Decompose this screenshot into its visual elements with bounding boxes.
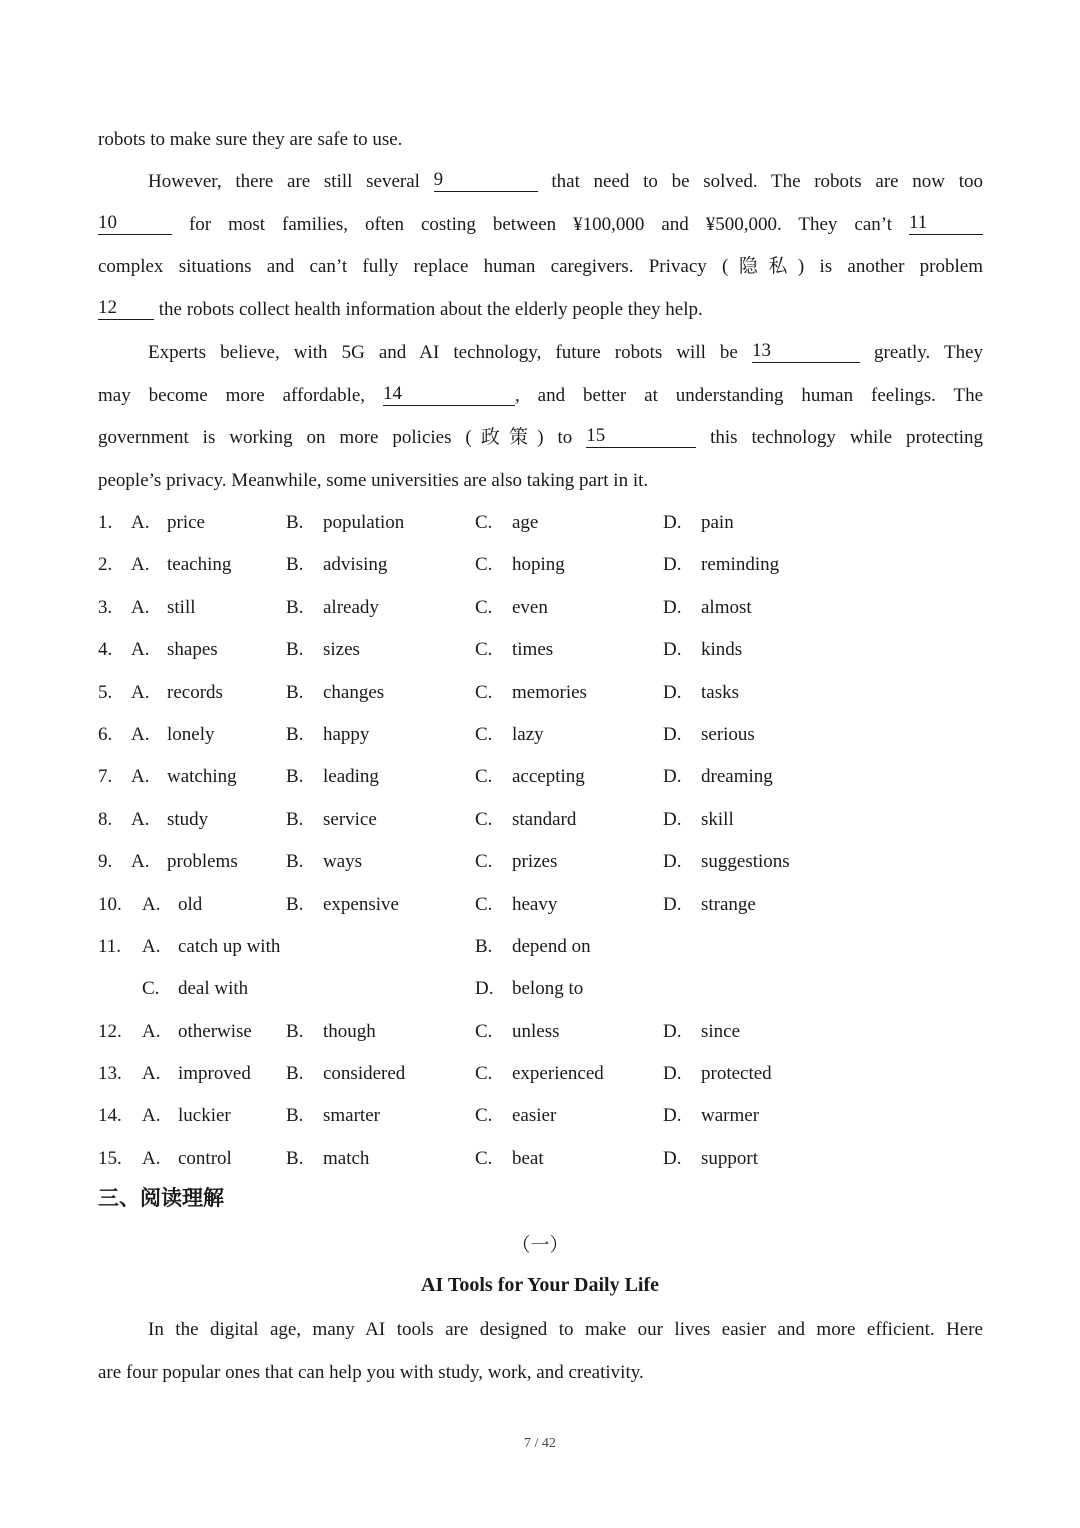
option-text: protected: [701, 1063, 772, 1085]
option-text: reminding: [701, 554, 780, 576]
option-text: catch up with: [178, 935, 281, 957]
option-letter: B.: [286, 1063, 304, 1085]
option-letter: B.: [286, 808, 304, 830]
question-row: [98, 629, 998, 671]
option-letter: C.: [475, 512, 493, 533]
option-letter: C.: [475, 723, 493, 745]
question-number: 15.: [98, 1147, 122, 1169]
option-text: leading: [323, 766, 379, 788]
option-letter: B.: [475, 935, 493, 957]
text-line: government is working on more policies (政策) to 15 this technology while protecting: [98, 425, 984, 448]
option-letter: B.: [286, 681, 304, 703]
option-letter: D.: [663, 681, 682, 703]
option-letter: D.: [663, 851, 682, 873]
option-text: accepting: [512, 766, 585, 788]
question-row: [98, 714, 998, 756]
blank-12: 12: [98, 297, 154, 320]
text-line: robots to make sure they are safe to use.: [98, 129, 403, 150]
blank-15: 15: [586, 425, 696, 448]
option-letter: A.: [131, 851, 150, 873]
option-letter: D.: [663, 808, 682, 830]
option-letter: A.: [131, 554, 150, 576]
option-text: problems: [167, 851, 238, 873]
option-letter: A.: [142, 935, 161, 957]
question-number: 2.: [98, 554, 113, 576]
option-text: records: [167, 681, 223, 703]
question-number: 1.: [98, 512, 113, 533]
option-letter: A.: [142, 893, 161, 915]
option-text: heavy: [512, 893, 558, 915]
option-text: depend on: [512, 935, 591, 957]
option-text: match: [323, 1147, 370, 1169]
option-letter: C.: [475, 766, 493, 788]
question-row: [98, 587, 998, 629]
option-text: since: [701, 1020, 741, 1042]
blank-11: 11: [909, 212, 983, 235]
question-number: 8.: [98, 808, 113, 830]
option-letter: D.: [663, 893, 682, 915]
option-text: old: [178, 893, 203, 915]
option-letter: A.: [142, 1063, 161, 1085]
option-letter: D.: [663, 596, 682, 618]
option-text: almost: [701, 596, 752, 618]
option-text: already: [323, 596, 379, 618]
option-text: standard: [512, 808, 577, 830]
question-number: 10.: [98, 893, 122, 915]
option-letter: B.: [286, 723, 304, 745]
option-text: belong to: [512, 978, 584, 1000]
option-text: population: [323, 512, 405, 533]
option-letter: A.: [131, 766, 150, 788]
question-number: 3.: [98, 596, 113, 618]
option-text: sizes: [323, 639, 360, 661]
blank-14: 14: [383, 383, 515, 406]
option-letter: D.: [663, 1020, 682, 1042]
text-line: are four popular ones that can help you with study, work, and creativity.: [98, 1361, 644, 1383]
passage-title: AI Tools for Your Daily Life: [421, 1274, 659, 1296]
option-letter: A.: [142, 1105, 161, 1127]
question-number: 11.: [98, 935, 122, 957]
option-letter: B.: [286, 851, 304, 873]
option-letter: C.: [475, 893, 493, 915]
option-text: price: [167, 512, 205, 533]
question-row: [98, 756, 998, 798]
option-text: service: [323, 808, 377, 830]
option-text: deal with: [178, 978, 249, 1000]
option-letter: A.: [131, 639, 150, 661]
option-letter: D.: [663, 639, 682, 661]
option-text: happy: [323, 723, 370, 745]
option-letter: B.: [286, 554, 304, 576]
option-letter: B.: [286, 1147, 304, 1169]
option-letter: B.: [286, 512, 304, 533]
option-text: warmer: [701, 1105, 760, 1127]
question-row: [98, 1011, 998, 1053]
answer-options-list: [98, 502, 998, 1180]
section-heading: 三、阅读理解: [98, 1186, 224, 1210]
option-letter: C.: [475, 851, 493, 873]
option-letter: C.: [475, 1105, 493, 1127]
question-number: 13.: [98, 1063, 122, 1085]
option-text: though: [323, 1020, 376, 1042]
option-letter: B.: [286, 893, 304, 915]
intro-paragraph: [98, 1309, 983, 1394]
option-letter: D.: [663, 723, 682, 745]
option-text: strange: [701, 893, 756, 915]
option-letter: A.: [131, 512, 150, 533]
option-text: study: [167, 808, 209, 830]
option-text: kinds: [701, 639, 743, 661]
option-letter: A.: [131, 596, 150, 618]
option-letter: A.: [142, 1147, 161, 1169]
option-letter: C.: [475, 554, 493, 576]
passage-paragraph-1: [98, 161, 983, 331]
option-text: advising: [323, 554, 388, 576]
option-letter: C.: [475, 1063, 493, 1085]
option-text: lonely: [167, 723, 215, 745]
option-letter: A.: [142, 1020, 161, 1042]
part-label: （一）: [511, 1235, 569, 1256]
option-text: even: [512, 596, 548, 618]
option-letter: C.: [475, 1147, 493, 1169]
blank-9: 9: [434, 169, 538, 192]
option-text: ways: [323, 851, 363, 873]
text-line: Experts believe, with 5G and AI technology, future robots will be 13 greatly. They: [148, 340, 984, 363]
option-letter: B.: [286, 766, 304, 788]
option-text: smarter: [323, 1105, 380, 1127]
question-row: [98, 1095, 998, 1137]
option-text: otherwise: [178, 1020, 252, 1042]
passage-paragraph-2: [98, 332, 983, 502]
option-letter: A.: [131, 808, 150, 830]
option-text: age: [512, 512, 539, 533]
option-text: memories: [512, 681, 587, 703]
option-text: considered: [323, 1063, 406, 1085]
blank-13: 13: [752, 340, 860, 363]
option-text: watching: [167, 766, 237, 788]
option-letter: B.: [286, 1105, 304, 1127]
option-text: still: [167, 596, 196, 618]
question-number: 14.: [98, 1105, 122, 1127]
option-text: dreaming: [701, 766, 773, 788]
option-letter: D.: [475, 978, 494, 1000]
question-row: [98, 544, 998, 586]
text-line: 10 for most families, often costing between ¥100,000 and ¥500,000. They can’t 11: [98, 204, 983, 247]
question-number: 9.: [98, 851, 113, 873]
option-text: beat: [512, 1147, 544, 1169]
option-text: times: [512, 639, 554, 661]
option-letter: C.: [475, 1020, 493, 1042]
option-letter: C.: [142, 978, 160, 1000]
question-row: [98, 672, 998, 714]
text-line: may become more affordable, 14 , and better at understanding human feelings. The: [98, 382, 984, 406]
option-letter: D.: [663, 554, 682, 576]
option-text: support: [701, 1147, 758, 1169]
option-letter: D.: [663, 766, 682, 788]
option-text: experienced: [512, 1063, 604, 1085]
question-number: 12.: [98, 1020, 122, 1042]
text-line: people’s privacy. Meanwhile, some universities are also taking part in it.: [98, 469, 649, 491]
passage-continuation: [98, 119, 983, 162]
text-line: 12 the robots collect health information about the elderly people they help.: [98, 296, 703, 320]
option-text: luckier: [178, 1105, 231, 1127]
page-number: 7 / 42: [524, 1436, 556, 1451]
option-letter: B.: [286, 596, 304, 618]
text-line: In the digital age, many AI tools are designed to make our lives easier and more efficient. Here: [148, 1319, 983, 1340]
option-text: unless: [512, 1020, 560, 1042]
option-letter: D.: [663, 512, 682, 533]
question-row: [98, 1138, 998, 1180]
option-text: suggestions: [701, 851, 790, 873]
question-row: [98, 884, 998, 926]
option-letter: C.: [475, 681, 493, 703]
option-letter: C.: [475, 596, 493, 618]
option-letter: B.: [286, 1020, 304, 1042]
option-letter: C.: [475, 639, 493, 661]
option-letter: D.: [663, 1147, 682, 1169]
question-row: [98, 841, 998, 883]
question-row: [98, 1053, 998, 1095]
option-text: shapes: [167, 639, 218, 661]
option-text: skill: [701, 808, 734, 830]
option-text: prizes: [512, 851, 558, 873]
option-text: tasks: [701, 681, 739, 703]
option-text: easier: [512, 1105, 557, 1127]
text-line: complex situations and can’t fully replace human caregivers. Privacy (隐私) is another problem: [98, 256, 983, 277]
option-text: pain: [701, 512, 734, 533]
question-number: 6.: [98, 723, 113, 745]
option-text: improved: [178, 1063, 251, 1085]
question-number: 5.: [98, 681, 113, 703]
blank-10: 10: [98, 212, 172, 235]
question-number: 4.: [98, 639, 113, 661]
question-row: [98, 926, 998, 968]
option-text: control: [178, 1147, 232, 1169]
option-letter: D.: [663, 1105, 682, 1127]
option-text: expensive: [323, 893, 399, 915]
option-letter: B.: [286, 639, 304, 661]
option-text: hoping: [512, 554, 565, 576]
question-row: [98, 502, 998, 544]
option-text: teaching: [167, 554, 232, 576]
question-number: 7.: [98, 766, 113, 788]
option-text: lazy: [512, 723, 544, 745]
option-text: serious: [701, 723, 755, 745]
option-letter: D.: [663, 1063, 682, 1085]
option-letter: A.: [131, 681, 150, 703]
option-text: changes: [323, 681, 385, 703]
question-row-continued: [98, 968, 998, 1010]
question-row: [98, 799, 998, 841]
option-letter: C.: [475, 808, 493, 830]
text-line: However, there are still several 9 that need to be solved. The robots are now too: [148, 169, 984, 192]
option-letter: A.: [131, 723, 150, 745]
